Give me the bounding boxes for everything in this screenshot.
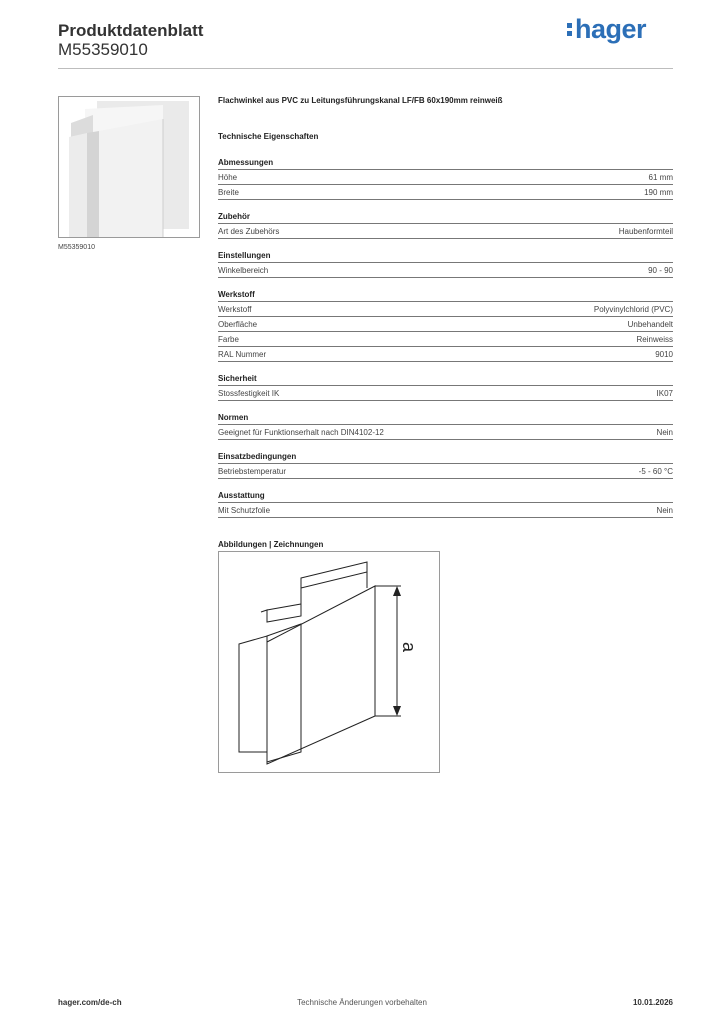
brand-logo xyxy=(567,14,646,45)
page-title: Produktdatenblatt xyxy=(58,21,204,40)
photo-caption: M55359010 xyxy=(58,244,95,251)
spec-label: Höhe xyxy=(218,173,238,182)
spec-row xyxy=(218,302,673,317)
spec-group xyxy=(218,491,673,518)
spec-group-title: Sicherheit xyxy=(218,374,673,386)
spec-label: Stossfestigkeit IK xyxy=(218,389,280,398)
spec-label: RAL Nummer xyxy=(218,350,267,359)
product-photo xyxy=(58,96,200,238)
dimension-label: a xyxy=(399,642,419,653)
product-description: Flachwinkel aus PVC zu Leitungsführungskanal LF/FB 60x190mm reinweiß xyxy=(218,96,503,105)
spec-value: Nein xyxy=(656,428,673,437)
spec-group-title: Werkstoff xyxy=(218,290,673,302)
spec-row xyxy=(218,332,673,347)
spec-row xyxy=(218,185,673,200)
spec-row xyxy=(218,224,673,239)
spec-row xyxy=(218,347,673,362)
spec-group-title: Einstellungen xyxy=(218,251,673,263)
spec-row xyxy=(218,263,673,278)
spec-value: 61 mm xyxy=(648,173,673,182)
spec-label: Geeignet für Funktionserhalt nach DIN4102-12 xyxy=(218,428,384,437)
spec-groups xyxy=(218,158,673,518)
spec-group xyxy=(218,158,673,200)
drawings-heading: Abbildungen | Zeichnungen xyxy=(218,540,324,549)
spec-group xyxy=(218,251,673,278)
spec-value: 190 mm xyxy=(644,188,673,197)
logo-dots-icon xyxy=(567,23,573,39)
spec-group-title: Einsatzbedingungen xyxy=(218,452,673,464)
spec-row xyxy=(218,170,673,185)
specs-heading: Technische Eigenschaften xyxy=(218,132,319,141)
spec-group xyxy=(218,374,673,401)
spec-group-title: Ausstattung xyxy=(218,491,673,503)
spec-label: Werkstoff xyxy=(218,305,252,314)
spec-value: IK07 xyxy=(656,389,673,398)
spec-row xyxy=(218,464,673,479)
footer-note: Technische Änderungen vorbehalten xyxy=(297,998,427,1007)
footer-website: hager.com/de-ch xyxy=(58,998,122,1007)
spec-label: Winkelbereich xyxy=(218,266,269,275)
header-divider xyxy=(58,68,673,69)
spec-value: Reinweiss xyxy=(636,335,673,344)
spec-label: Oberfläche xyxy=(218,320,258,329)
spec-value: Nein xyxy=(656,506,673,515)
spec-group xyxy=(218,290,673,362)
spec-group xyxy=(218,452,673,479)
spec-row xyxy=(218,425,673,440)
spec-group-title: Zubehör xyxy=(218,212,673,224)
spec-row xyxy=(218,503,673,518)
spec-group xyxy=(218,413,673,440)
technical-drawing xyxy=(218,551,440,773)
spec-value: 90 - 90 xyxy=(648,266,673,275)
brand-name: hager xyxy=(575,14,647,44)
spec-label: Betriebstemperatur xyxy=(218,467,287,476)
spec-value: Polyvinylchlorid (PVC) xyxy=(593,305,673,314)
spec-row xyxy=(218,317,673,332)
product-content xyxy=(218,96,673,549)
spec-value: Haubenformteil xyxy=(618,227,673,236)
technical-drawing-image xyxy=(219,552,439,772)
spec-value: 9010 xyxy=(655,350,673,359)
product-photo-image xyxy=(59,97,199,237)
spec-group xyxy=(218,212,673,239)
spec-group-title: Abmessungen xyxy=(218,158,673,170)
spec-label: Breite xyxy=(218,188,239,197)
spec-label: Art des Zubehörs xyxy=(218,227,280,236)
spec-value: -5 - 60 °C xyxy=(638,467,673,476)
spec-label: Farbe xyxy=(218,335,239,344)
spec-group-title: Normen xyxy=(218,413,673,425)
footer-date: 10.01.2026 xyxy=(632,998,673,1007)
spec-row xyxy=(218,386,673,401)
spec-value: Unbehandelt xyxy=(627,320,673,329)
article-number: M55359010 xyxy=(58,40,148,59)
spec-label: Mit Schutzfolie xyxy=(218,506,271,515)
